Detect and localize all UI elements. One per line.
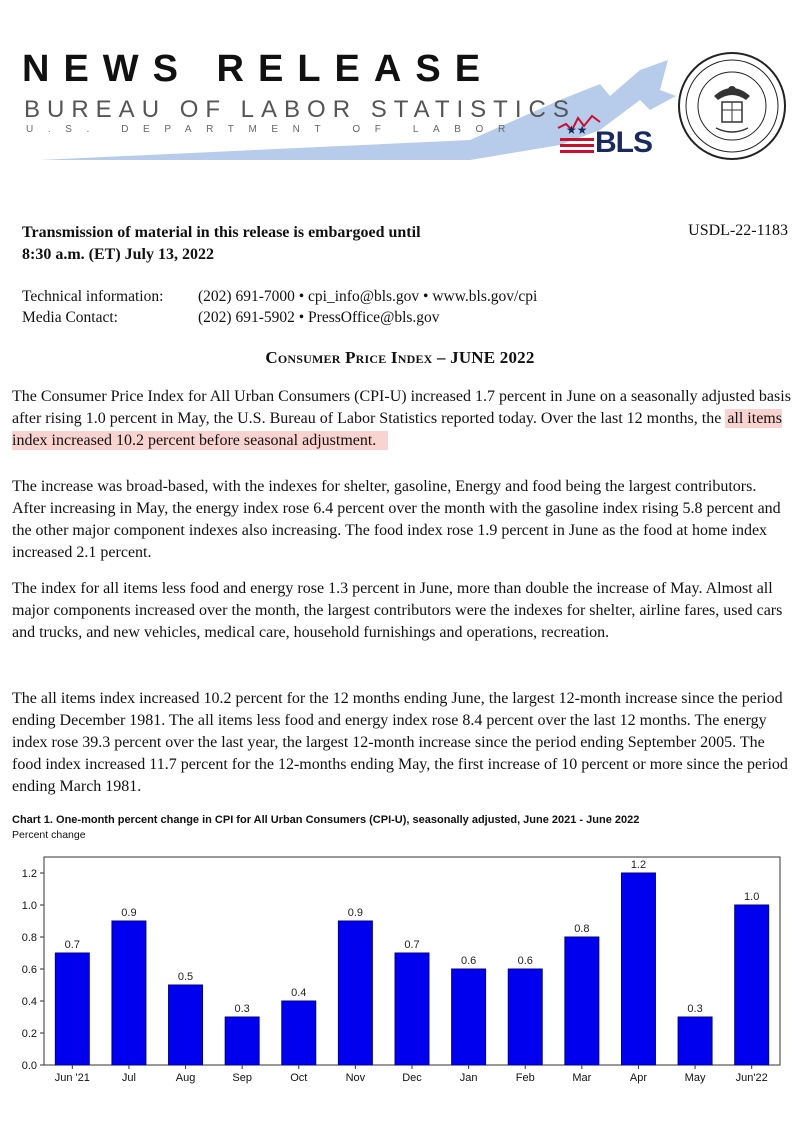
x-tick-label: Mar — [572, 1072, 592, 1084]
chart-title: Chart 1. One-month percent change in CPI for All Urban Consumers (CPI-U), seasonally adjusted, June 2021 - June 2022 — [12, 814, 640, 826]
chart-y-axis-label: Percent change — [12, 829, 86, 841]
bureau-name: BUREAU OF LABOR STATISTICS — [24, 96, 576, 123]
x-tick-label: Jul — [121, 1072, 136, 1084]
highlighted-text: all items index increased 10.2 percent before seasonal adjustment. — [12, 410, 782, 449]
x-tick-label: May — [684, 1072, 706, 1084]
bls-logo-text: BLS — [595, 126, 652, 159]
paragraph-1 — [12, 386, 792, 452]
chart-bar — [112, 921, 146, 1065]
bar-data-label: 1.0 — [744, 891, 760, 903]
embargo-notice — [22, 222, 421, 266]
x-tick-label: Feb — [515, 1072, 535, 1084]
contact-label: Technical information: — [22, 288, 164, 305]
bar-data-label: 0.3 — [687, 1003, 703, 1015]
chart-bar — [55, 953, 89, 1065]
chart-bar — [282, 1001, 316, 1065]
x-tick-label: Nov — [345, 1072, 366, 1084]
y-tick-label: 0.4 — [21, 996, 37, 1008]
x-tick-label: Apr — [629, 1072, 648, 1084]
cpi-bar-chart — [0, 845, 800, 1090]
chart-bar — [565, 937, 599, 1065]
technical-contact-row — [22, 286, 537, 307]
chart-bar — [338, 921, 372, 1065]
contact-info — [22, 286, 537, 328]
y-tick-label: 1.2 — [21, 868, 37, 880]
bar-data-label: 0.9 — [121, 907, 137, 919]
x-tick-label: Jun '21 — [54, 1072, 90, 1084]
y-tick-label: 1.0 — [21, 900, 37, 912]
bar-data-label: 0.3 — [234, 1003, 250, 1015]
y-tick-label: 0.0 — [21, 1060, 37, 1072]
bar-data-label: 0.6 — [517, 955, 533, 967]
chart-bar — [452, 969, 486, 1065]
news-release-header — [0, 0, 800, 200]
paragraph-2: The increase was broad-based, with the indexes for shelter, gasoline, Energy and food being the largest contributors. After increasing in May, the energy index rose 6.4 percent over the month with the gasoline index rising 5.8 percent and the other major component indexes also increasing. The food index rose 1.9 percent in June as the food at home index increased 2.1 percent. — [12, 478, 781, 561]
contact-label: Media Contact: — [22, 309, 118, 326]
x-tick-label: Oct — [290, 1072, 308, 1084]
paragraph-3: The index for all items less food and energy rose 1.3 percent in June, more than double the increase of May. Almost all major components increased over the month, the largest contributors were the indexes for shelter, airline fares, used cars and trucks, and new vehicles, medical care, household furnishings and operations, recreation. — [12, 580, 783, 641]
embargo-line-2: 8:30 a.m. (ET) July 13, 2022 — [22, 246, 214, 263]
chart-bar — [735, 905, 769, 1065]
svg-text:★★: ★★ — [566, 123, 588, 137]
contact-value: (202) 691-5902 • PressOffice@bls.gov — [198, 309, 440, 326]
release-number: USDL-22-1183 — [688, 222, 788, 239]
x-tick-label: Dec — [402, 1072, 422, 1084]
media-contact-row — [22, 307, 537, 328]
y-tick-label: 0.8 — [21, 932, 37, 944]
bar-data-label: 0.9 — [347, 907, 364, 919]
chart-bar — [225, 1017, 259, 1065]
contact-value: (202) 691-7000 • cpi_info@bls.gov • www.bls.gov/cpi — [198, 288, 538, 305]
bar-data-label: 0.4 — [291, 987, 307, 999]
y-tick-label: 0.6 — [21, 964, 37, 976]
bar-data-label: 0.7 — [404, 939, 420, 951]
chart-bar — [169, 985, 203, 1065]
y-tick-label: 0.2 — [21, 1028, 37, 1040]
bar-data-label: 1.2 — [630, 859, 647, 871]
x-tick-label: Aug — [175, 1072, 196, 1084]
news-release-title: NEWS RELEASE — [22, 48, 495, 90]
bar-data-label: 0.5 — [177, 971, 194, 983]
chart-bar — [621, 873, 655, 1065]
paragraph-1-text: The Consumer Price Index for All Urban Consumers (CPI-U) increased 1.7 percent in June on a seasonally adjusted basis after rising 1.0 percent in May, the U.S. Bureau of Labor Statistics reported today. Over the last 12 months, the — [12, 388, 791, 427]
embargo-line-1: Transmission of material in this release is embargoed until — [22, 224, 421, 241]
x-tick-label: Sep — [232, 1072, 252, 1084]
chart-bar — [508, 969, 542, 1065]
bar-data-label: 0.7 — [64, 939, 80, 951]
x-tick-label: Jan — [459, 1072, 478, 1084]
department-of-labor-seal-icon — [676, 50, 788, 162]
chart-bar — [395, 953, 429, 1065]
chart-bar — [678, 1017, 712, 1065]
department-name: U.S. DEPARTMENT OF LABOR — [26, 124, 520, 135]
paragraph-4: The all items index increased 10.2 percent for the 12 months ending June, the largest 12-month increase since the period ending December 1981. The all items less food and energy index rose 8.4 percent over the last 12 months. The energy index rose 39.3 percent over the last year, the largest 12-month increase since the period ending September 2005. The food index increased 11.7 percent for the 12-months ending May, the first increase of 10 percent or more since the period ending March 1981. — [12, 690, 788, 795]
bar-data-label: 0.6 — [460, 955, 477, 967]
release-title: Consumer Price Index – JUNE 2022 — [265, 348, 535, 367]
bar-data-label: 0.8 — [574, 923, 590, 935]
x-tick-label: Jun'22 — [735, 1072, 768, 1084]
